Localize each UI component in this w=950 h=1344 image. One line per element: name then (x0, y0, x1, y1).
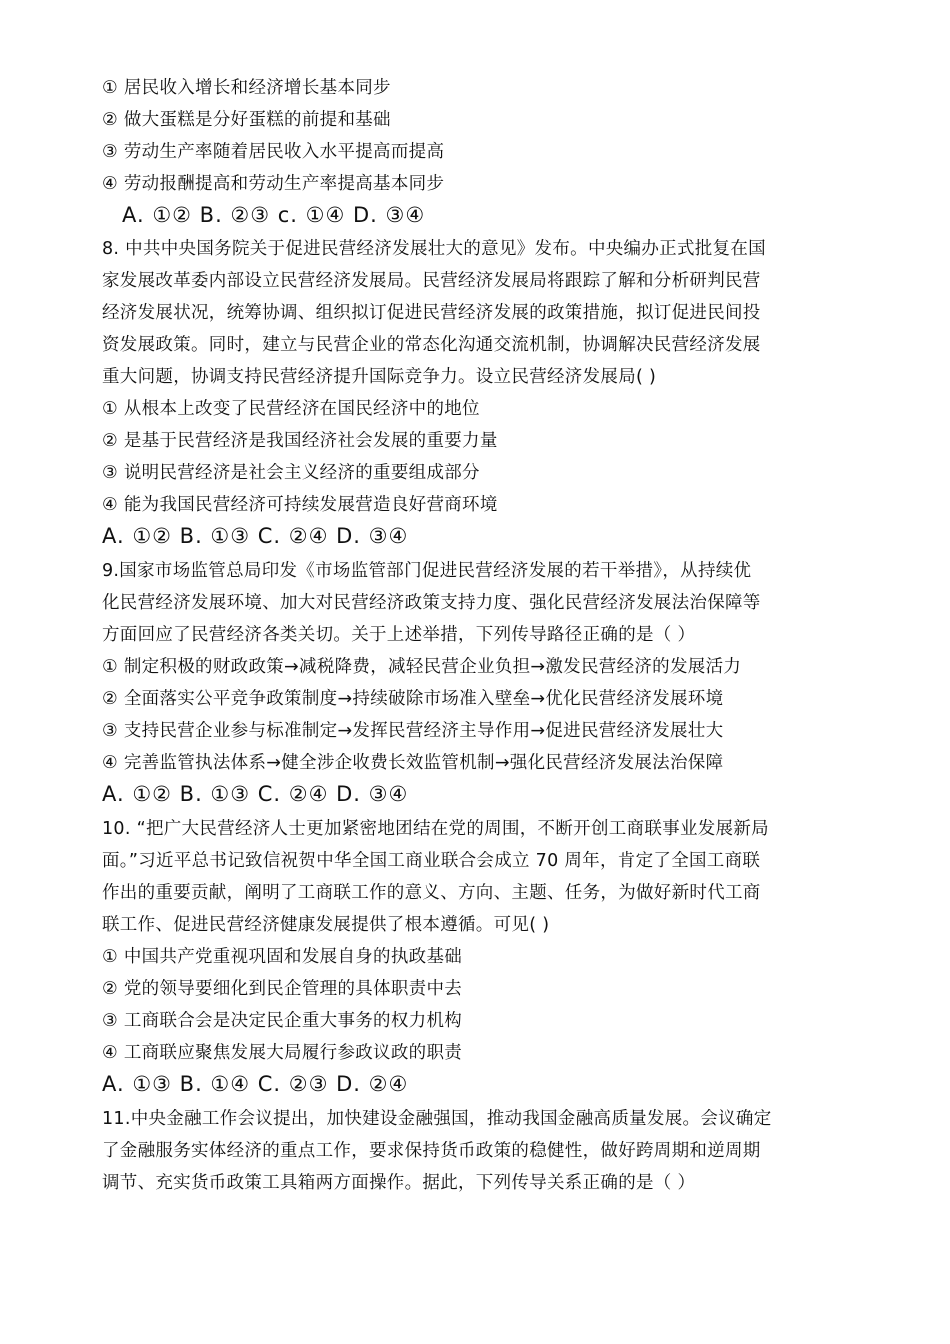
q7-option-2: ② 做大蛋糕是分好蛋糕的前提和基础 (102, 110, 391, 130)
q10-answer-choices: A. ①③ B. ①④ C. ②③ D. ②④ (102, 1072, 409, 1096)
q8-option-1: ① 从根本上改变了民营经济在国民经济中的地位 (102, 399, 480, 419)
q7-option-1: ① 居民收入增长和经济增长基本同步 (102, 78, 391, 98)
q8-stem-line: 8. 中共中央国务院关于促进民营经济发展壮大的意见》发布。中央编办正式批复在国 (102, 239, 766, 259)
q8-option-4: ④ 能为我国民营经济可持续发展营造良好营商环境 (102, 495, 498, 515)
q8-stem-line: 家发展改革委内部设立民营经济发展局。民营经济发展局将跟踪了解和分析研判民营 (102, 271, 761, 291)
q8-answer-choices: A. ①② B. ①③ C. ②④ D. ③④ (102, 524, 409, 548)
q9-stem-line: 化民营经济发展环境、加大对民营经济政策支持力度、强化民营经济发展法治保障等 (102, 593, 761, 613)
q9-stem-line: 方面回应了民营经济各类关切。关于上述举措，下列传导路径正确的是（ ） (102, 625, 696, 645)
q10-option-1: ① 中国共产党重视巩固和发展自身的执政基础 (102, 947, 463, 967)
q10-stem-line: 联工作、促进民营经济健康发展提供了根本遵循。可见( ) (102, 915, 550, 935)
q10-stem-line: 面。”习近平总书记致信祝贺中华全国工商业联合会成立 70 周年，肯定了全国工商联 (102, 851, 761, 871)
q10-option-4: ④ 工商联应聚焦发展大局履行参政议政的职责 (102, 1043, 463, 1063)
q9-option-3: ③ 支持民营企业参与标准制定→发挥民营经济主导作用→促进民营经济发展壮大 (102, 721, 724, 741)
q11-stem-line: 11.中央金融工作会议提出，加快建设金融强国，推动我国金融高质量发展。会议确定 (102, 1109, 772, 1129)
q10-stem-line: 作出的重要贡献，阐明了工商联工作的意义、方向、主题、任务，为做好新时代工商 (102, 883, 761, 903)
q9-stem-line: 9.国家市场监管总局印发《市场监管部门促进民营经济发展的若干举措》，从持续优 (102, 561, 752, 581)
q9-option-4: ④ 完善监管执法体系→健全涉企收费长效监管机制→强化民营经济发展法治保障 (102, 753, 724, 773)
q8-option-3: ③ 说明民营经济是社会主义经济的重要组成部分 (102, 463, 480, 483)
q8-stem-line: 经济发展状况，统筹协调、组织拟订促进民营经济发展的政策措施，拟订促进民间投 (102, 303, 761, 323)
q9-option-2: ② 全面落实公平竞争政策制度→持续破除市场准入壁垒→优化民营经济发展环境 (102, 689, 724, 709)
q7-answer-choices: A. ①② B. ②③ c. ①④ D. ③④ (122, 203, 426, 227)
q7-option-3: ③ 劳动生产率随着居民收入水平提高而提高 (102, 142, 445, 162)
q8-stem-line: 重大问题，协调支持民营经济提升国际竞争力。设立民营经济发展局( ) (102, 367, 657, 387)
q11-stem-line: 了金融服务实体经济的重点工作，要求保持货币政策的稳健性，做好跨周期和逆周期 (102, 1141, 761, 1161)
q8-option-2: ② 是基于民营经济是我国经济社会发展的重要力量 (102, 431, 498, 451)
q10-option-3: ③ 工商联合会是决定民企重大事务的权力机构 (102, 1011, 463, 1031)
q7-option-4: ④ 劳动报酬提高和劳动生产率提高基本同步 (102, 174, 445, 194)
q9-answer-choices: A. ①② B. ①③ C. ②④ D. ③④ (102, 782, 409, 806)
q9-option-1: ① 制定积极的财政政策→减税降费，减轻民营企业负担→激发民营经济的发展活力 (102, 657, 742, 677)
q8-stem-line: 资发展政策。同时，建立与民营企业的常态化沟通交流机制，协调解决民营经济发展 (102, 335, 761, 355)
q10-stem-line: 10. “把广大民营经济人士更加紧密地团结在党的周围，不断开创工商联事业发展新局 (102, 819, 769, 839)
q11-stem-line: 调节、充实货币政策工具箱两方面操作。据此，下列传导关系正确的是（ ） (102, 1173, 696, 1193)
q10-option-2: ② 党的领导要细化到民企管理的具体职责中去 (102, 979, 463, 999)
